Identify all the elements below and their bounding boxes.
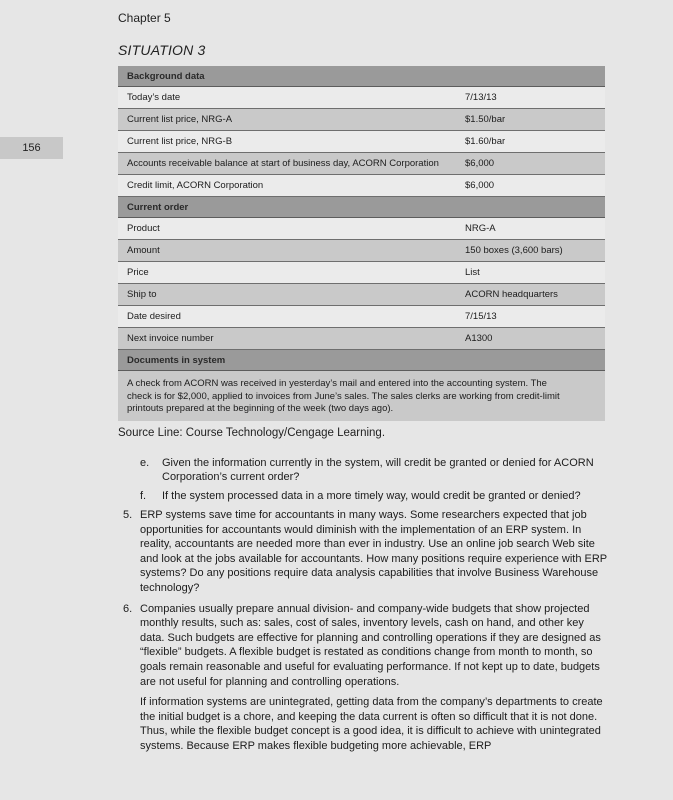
item-text: If the system processed data in a more timely way, would credit be granted or denied?: [162, 490, 581, 502]
row-label: Amount: [118, 240, 461, 262]
list-item: [140, 456, 610, 484]
table-row: [118, 175, 605, 197]
row-label: Current list price, NRG-A: [118, 109, 461, 131]
row-label: Price: [118, 262, 461, 284]
page-number-tab: 156: [0, 137, 63, 159]
current-order-header: Current order: [118, 197, 605, 218]
row-label: Ship to: [118, 284, 461, 306]
situation-data-table: [118, 66, 605, 421]
table-row: [118, 371, 605, 422]
table-section-header: [118, 350, 605, 371]
documents-header: Documents in system: [118, 350, 605, 371]
list-item: [118, 602, 610, 754]
row-value: A1300: [461, 328, 605, 350]
chapter-heading: Chapter 5: [118, 11, 171, 25]
table-section-header: [118, 197, 605, 218]
item-marker: f.: [140, 490, 147, 502]
table-row: [118, 306, 605, 328]
item-marker: 5.: [123, 509, 133, 521]
row-label: Product: [118, 218, 461, 240]
sub-question-list: [140, 456, 610, 508]
row-value: $6,000: [461, 175, 605, 197]
documents-text: A check from ACORN was received in yesterday’s mail and entered into the accounting system. The check is for $2,000, applied to invoices from June’s sales. The sales clerks are working from credit-limit printouts prepared at the beginning of the week (two days ago).: [118, 371, 605, 422]
row-value: List: [461, 262, 605, 284]
table-row: [118, 109, 605, 131]
item-paragraph: Companies usually prepare annual division- and company-wide budgets that show projected monthly results, such as: sales, cost of sales, inventory levels, cash on hand, and other key data. Such budgets are effective for planning and controlling operations if they are designed as “flexible” budgets. A flexible budget is restated as conditions change from month to month, so goals remain reasonable and useful for evaluating performance. If not kept up to date, budgets are not useful for planning and controlling operations.: [140, 602, 601, 688]
table-row: [118, 262, 605, 284]
item-paragraph: ERP systems save time for accountants in many ways. Some researchers expected that job opportunities for accountants would diminish with the implementation of an ERP system. In reality, accountants are needed more than ever in industry. Use an online job search Web site and look at the jobs available for accountants. How many positions require experience with ERP systems? Do any positions require data analysis capabilities that involve Business Warehouse technology?: [140, 509, 607, 594]
row-value: $1.60/bar: [461, 131, 605, 153]
source-line: Source Line: Course Technology/Cengage Learning.: [118, 427, 386, 439]
item-paragraph: If information systems are unintegrated, getting data from the company’s departments to create the initial budget is a chore, and keeping the data current is often so difficult that it is not done. Thus, while the flexible budget concept is a good idea, it is difficult to achieve with unintegrated systems. Because ERP makes flexible budgeting more achievable, ERP: [140, 696, 603, 752]
table-row: [118, 153, 605, 175]
row-label: Accounts receivable balance at start of business day, ACORN Corporation: [118, 153, 461, 175]
item-marker: e.: [140, 457, 150, 469]
item-text: Given the information currently in the system, will credit be granted or denied for ACORN Corporation’s current order?: [162, 457, 594, 483]
table-row: [118, 240, 605, 262]
table-row: [118, 218, 605, 240]
item-marker: 6.: [123, 602, 133, 615]
table-row: [118, 131, 605, 153]
list-item: [118, 508, 610, 596]
row-label: Current list price, NRG-B: [118, 131, 461, 153]
row-label: Credit limit, ACORN Corporation: [118, 175, 461, 197]
row-label: Today’s date: [118, 87, 461, 109]
background-data-header: Background data: [118, 66, 605, 87]
row-label: Date desired: [118, 306, 461, 328]
row-value: $6,000: [461, 153, 605, 175]
row-value: 150 boxes (3,600 bars): [461, 240, 605, 262]
table-row: [118, 284, 605, 306]
situation-title: SITUATION 3: [118, 42, 206, 58]
question-list: [118, 508, 610, 760]
list-item: [140, 489, 610, 503]
row-value: 7/15/13: [461, 306, 605, 328]
row-value: 7/13/13: [461, 87, 605, 109]
row-value: $1.50/bar: [461, 109, 605, 131]
table-section-header: [118, 66, 605, 87]
table-row: [118, 328, 605, 350]
table-row: [118, 87, 605, 109]
row-label: Next invoice number: [118, 328, 461, 350]
row-value: ACORN headquarters: [461, 284, 605, 306]
row-value: NRG-A: [461, 218, 605, 240]
